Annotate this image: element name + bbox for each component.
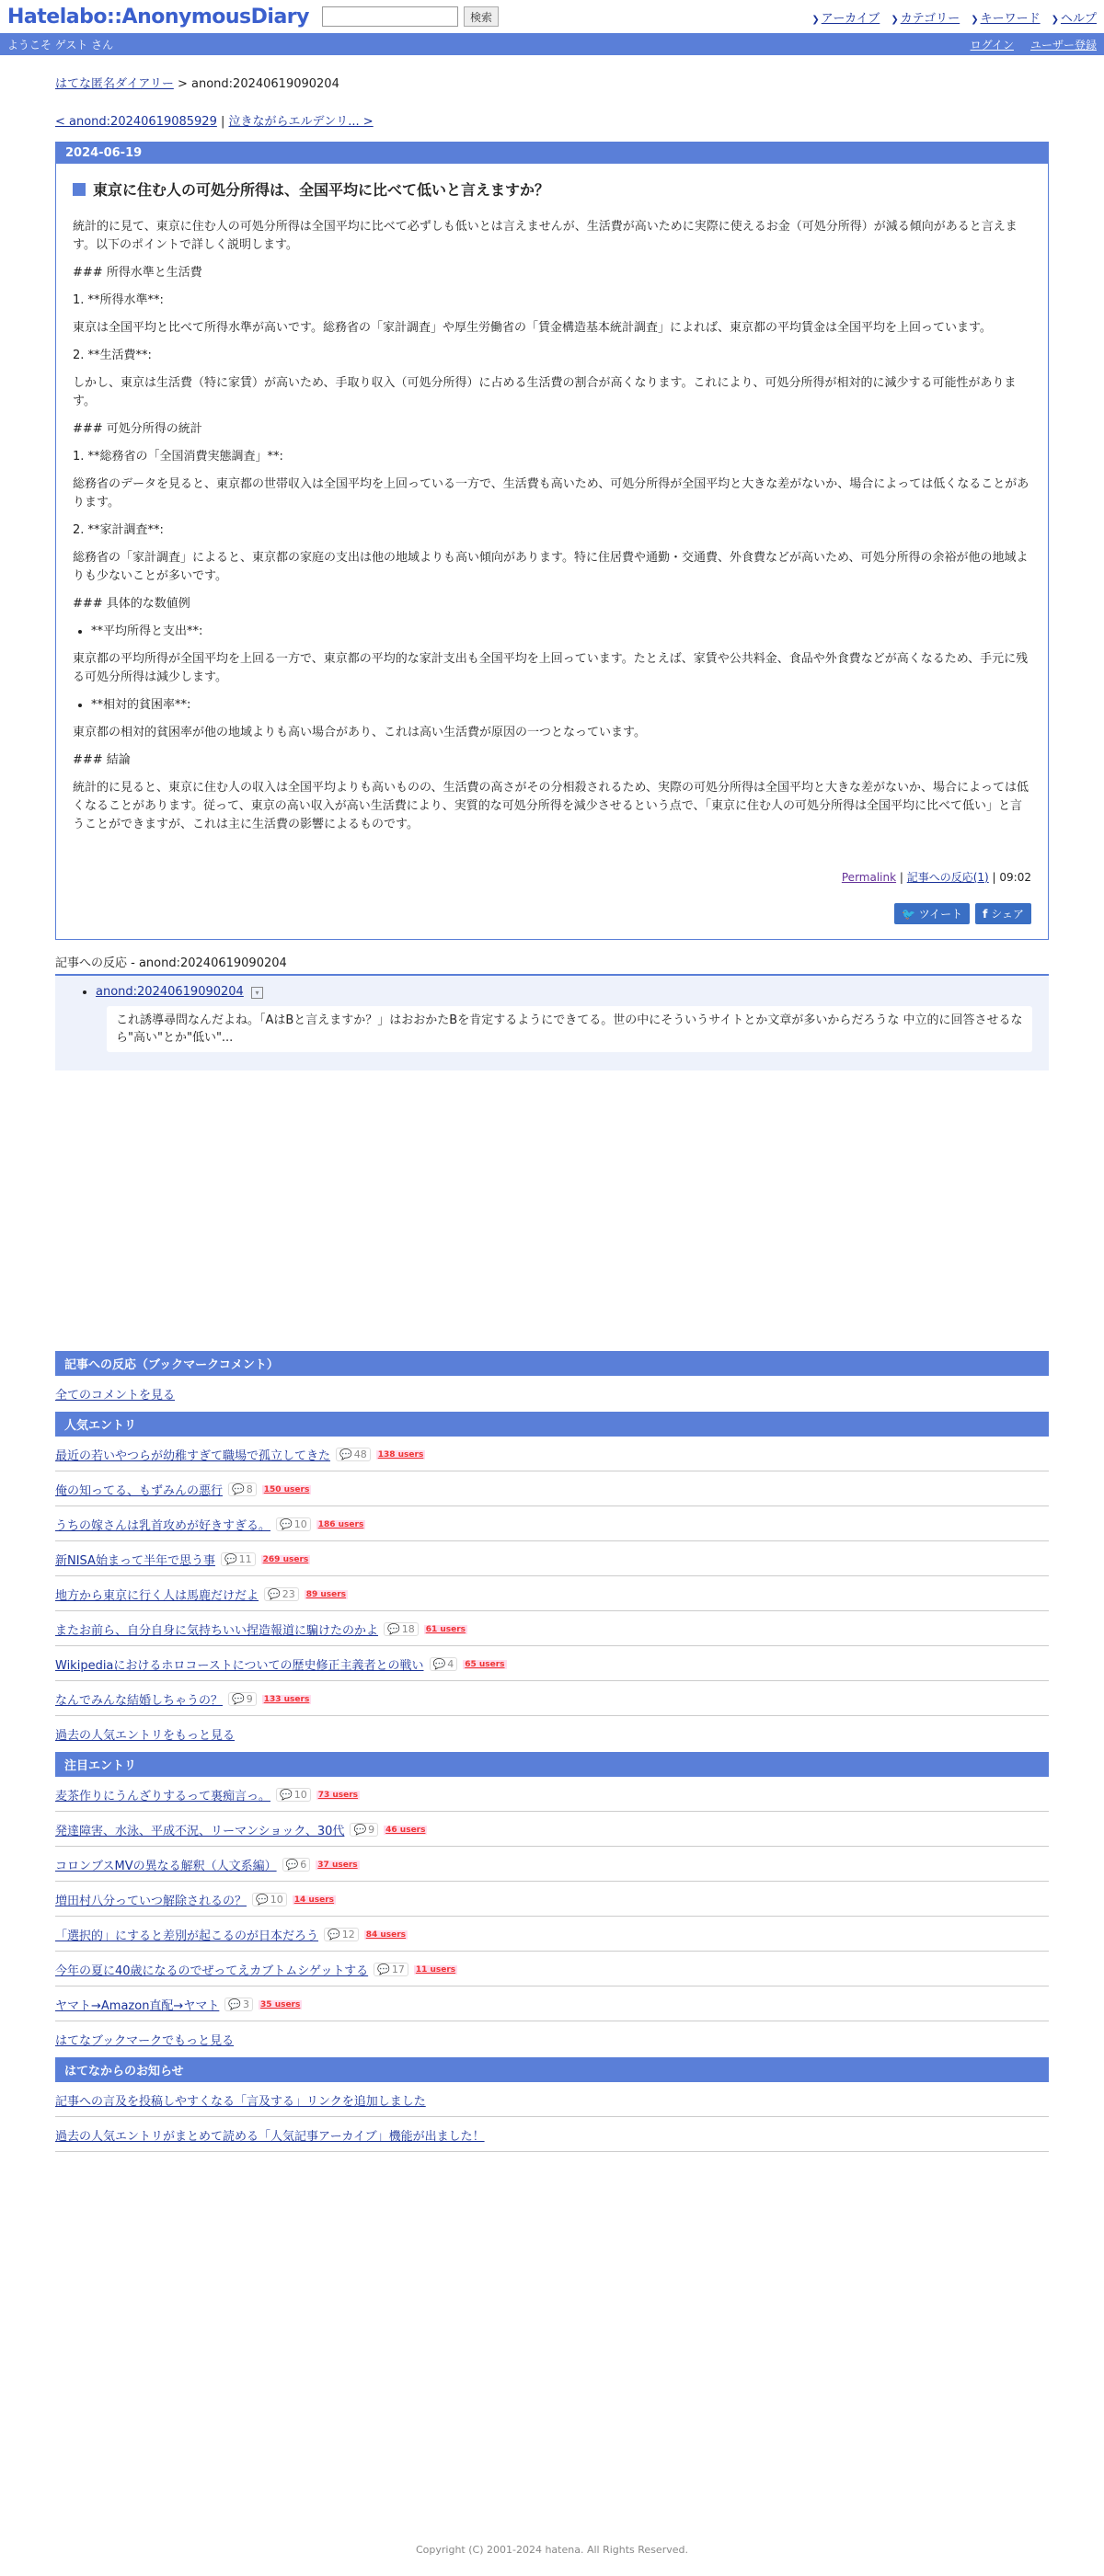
permalink[interactable]: Permalink [841, 871, 897, 884]
entry-list-item [55, 1681, 1049, 1716]
comment-icon: 💬 [280, 1789, 293, 1801]
entry-link[interactable]: 新NISA始まって半年で思う事 [55, 1554, 215, 1568]
comment-count-value: 10 [293, 1789, 307, 1801]
bookmark-users-badge[interactable]: 138 users [377, 1449, 424, 1460]
entry-link[interactable]: 最近の若いやつらが幼稚すぎて職場で孤立してきた [55, 1449, 331, 1463]
comment-count-value: 8 [246, 1483, 253, 1495]
all-comments-row [55, 1376, 1049, 1412]
entry-link[interactable]: なんでみんな結婚しちゃうの？ [55, 1694, 224, 1708]
twitter-icon: 🐦 [901, 908, 915, 921]
reactions-box [55, 974, 1049, 1070]
entry-list-item [55, 1847, 1049, 1882]
comment-count-value: 18 [401, 1623, 415, 1635]
comment-icon: 💬 [224, 1553, 237, 1565]
reaction-link[interactable]: anond:20240619090204 [96, 985, 244, 999]
entry-link[interactable]: 増田村八分っていつ解除されるの？ [55, 1895, 247, 1908]
comment-icon: 💬 [256, 1894, 269, 1906]
reactions-heading: 記事への反応 - anond:20240619090204 [55, 956, 287, 970]
breadcrumb-home[interactable]: はてな匿名ダイアリー [55, 77, 174, 91]
chevron-right-icon: ❯ [971, 15, 979, 25]
comment-count[interactable] [224, 1998, 253, 2011]
comment-icon: 💬 [280, 1518, 293, 1530]
entry-time: 09:02 [999, 871, 1031, 884]
entry-list-item [55, 1986, 1049, 2021]
breadcrumb [55, 74, 1049, 91]
reaction-item [96, 985, 1032, 1052]
comment-icon: 💬 [377, 1963, 390, 1975]
breadcrumb-sep: > [173, 77, 192, 91]
bookmark-users-badge[interactable]: 186 users [317, 1519, 364, 1529]
comment-count[interactable] [276, 1788, 311, 1802]
comment-count[interactable] [228, 1483, 257, 1496]
entry-list-item [55, 1882, 1049, 1917]
welcome-text: ようこそ ゲスト さん [7, 38, 114, 52]
entry-nav [55, 111, 1049, 129]
comment-count-value: 6 [300, 1859, 307, 1871]
entry-paragraph: 総務省の「家計調査」によると、東京都の家庭の支出は他の地域よりも高い傾向があります。特に住居費や通勤・交通費、外食費などが高いため、可処分所得の余裕が他の地域よりも少ないことが多いです。 [73, 551, 1029, 583]
bullet-item: • **平均所得と支出**: [91, 623, 1031, 641]
entry-title [56, 164, 1048, 209]
bullet-item: • **相対的貧困率**: [91, 696, 1031, 715]
entry-link[interactable]: Wikipediaにおけるホロコーストについての歴史修正主義者との戦い [55, 1659, 424, 1673]
share-buttons [56, 885, 1048, 939]
bullet-list [73, 696, 1031, 715]
entry-list-item [55, 1812, 1049, 1847]
search-form [322, 6, 499, 27]
entry-link[interactable]: うちの嫁さんは乳首攻めが好きすぎる。 [55, 1519, 271, 1533]
entry-list-item [55, 1541, 1049, 1576]
popular-entries-heading: 人気エントリ [55, 1412, 1049, 1437]
bookmark-users-badge[interactable]: 89 users [305, 1589, 347, 1599]
tweet-label: ツイート [918, 908, 963, 921]
entry-link[interactable]: 今年の夏に40歳になるのでぜってえカブトムシゲットする [55, 1964, 369, 1978]
bookmark-users-badge[interactable]: 84 users [365, 1929, 407, 1940]
comment-count-value: 4 [447, 1658, 454, 1670]
entry-list-item [55, 1952, 1049, 1986]
category-link[interactable]: カテゴリー [900, 12, 960, 26]
news-item [55, 2117, 1049, 2152]
site-logo[interactable]: Hatelabo::AnonymousDiary [7, 5, 309, 29]
main-content [55, 55, 1049, 2152]
user-bar [0, 33, 1104, 55]
bookmark-users-badge[interactable]: 61 users [425, 1624, 466, 1634]
bookmark-users-badge[interactable]: 269 users [262, 1554, 309, 1564]
comment-count-value: 3 [243, 1998, 250, 2010]
comment-count-value: 17 [391, 1963, 405, 1975]
prev-entry-link[interactable]: < anond:20240619085929 [55, 115, 217, 129]
comment-icon: 💬 [328, 1929, 340, 1941]
keyword-link[interactable]: キーワード [980, 12, 1041, 26]
entry-list-item [55, 1576, 1049, 1611]
entry-paragraph: 東京は全国平均と比べて所得水準が高いです。総務省の「家計調査」や厚生労働省の「賃金構造基本統計調査」によれば、東京都の平均賃金は全国平均を上回っています。 [73, 321, 992, 335]
entry-paragraph: 統計的に見ると、東京に住む人の収入は全国平均よりも高いものの、生活費の高さがその分相殺されるため、実際の可処分所得は全国平均と大きな差がないか、場合によっては低くなることがあります。従って、東京の高い収入が高い生活費により、実質的な可処分所得を減少させるという点で、「東京に住む人の可処分所得は全国平均に比べて低い」と言うことができますが、これは主に生活費の影響によるものです。 [73, 781, 1029, 831]
entry-paragraph: ### 可処分所得の統計 [73, 422, 202, 436]
entry-list-item [55, 1437, 1049, 1471]
comment-count-value: 12 [341, 1929, 355, 1941]
bookmark-users-badge[interactable]: 11 users [415, 1964, 456, 1975]
entry-body [56, 209, 1048, 834]
comment-count[interactable] [374, 1963, 408, 1976]
archive-link[interactable]: アーカイブ [821, 12, 880, 26]
comment-count[interactable] [430, 1657, 458, 1671]
all-comments-link[interactable]: 全てのコメントを見る [55, 1389, 176, 1402]
news-link[interactable]: 過去の人気エントリがまとめて読める「人気記事アーカイブ」機能が出ました！ [55, 2130, 485, 2144]
next-entry-link[interactable]: 泣きながらエルデンリ... > [228, 115, 374, 129]
expand-icon[interactable]: ▾ [251, 987, 263, 999]
diary-entry [55, 142, 1049, 940]
popular-more-row [55, 1716, 1049, 1752]
comment-count-value: 11 [238, 1553, 252, 1565]
entry-link[interactable]: ヤマト→Amazon直配→ヤマト [55, 1999, 220, 2013]
comment-count[interactable] [228, 1692, 257, 1706]
entry-link[interactable]: 「選択的」にすると差別が起こるのが日本だろう [55, 1929, 319, 1943]
breadcrumb-current: anond:20240619090204 [191, 77, 339, 91]
entry-link[interactable]: またお前ら、自分自身に気持ちいい捏造報道に騙けたのかよ [55, 1624, 379, 1638]
entry-paragraph: 2. **家計調査**: [73, 523, 164, 537]
entry-paragraph: 統計的に見て、東京に住む人の可処分所得は全国平均に比べて必ずしも低いとは言えませんが、生活費が高いために実際に使えるお金（可処分所得）が減る傾向があると言えます。以下のポイントで詳しく説明します。 [73, 220, 1018, 252]
bookmark-users-badge[interactable]: 65 users [465, 1659, 505, 1669]
popular-entries-list [55, 1437, 1049, 1716]
comment-count[interactable] [276, 1517, 311, 1531]
help-link[interactable]: ヘルプ [1060, 12, 1097, 26]
bookmark-users-badge[interactable]: 73 users [317, 1790, 359, 1800]
entry-footer: Permalink | 記事への反応(1) | 09:02 [841, 871, 1031, 884]
chevron-right-icon: ❯ [811, 15, 820, 25]
facebook-icon: f [983, 908, 988, 921]
comment-count-value: 10 [270, 1894, 283, 1906]
entry-paragraph: 東京都の平均所得が全国平均を上回る一方で、東京都の平均的な家計支出も全国平均を上回っています。たとえば、家賃や公共料金、食品や外食費などが高くなるため、手元に残る可処分所得は減少します。 [73, 652, 1029, 684]
tweet-button[interactable] [894, 903, 970, 924]
bookmark-users-badge[interactable]: 35 users [260, 1999, 301, 2009]
comment-count[interactable] [350, 1823, 378, 1837]
comment-icon: 💬 [432, 1658, 446, 1670]
comment-icon: 💬 [228, 1998, 242, 2010]
comment-icon: 💬 [339, 1448, 352, 1460]
news-item [55, 2082, 1049, 2117]
bookmark-users-badge[interactable]: 46 users [385, 1825, 426, 1835]
bookmark-users-badge[interactable]: 14 users [293, 1895, 335, 1905]
entry-link[interactable]: 地方から東京に行く人は馬鹿だけだよ [55, 1589, 259, 1603]
reaction-count-link[interactable]: 記事への反応(1) [906, 871, 989, 884]
bookmark-users-badge[interactable]: 37 users [317, 1860, 358, 1870]
bullet-list [73, 623, 1031, 641]
copyright: Copyright (C) 2001-2024 hatena. All Rights Reserved. [416, 2544, 688, 2556]
featured-more-link[interactable]: はてなブックマークでもっと見る [55, 2034, 235, 2048]
comment-icon: 💬 [353, 1824, 367, 1836]
reaction-quote: これ誘導尋問なんだよね。「AはBと言えますか？」はおおかたBを肯定するようにできてる。世の中にそういうサイトとか文章が多いからだろうな 中立的に回答させるなら"高い"とか"低い"... [107, 1006, 1032, 1052]
entry-paragraph: ### 結論 [73, 753, 131, 767]
comment-icon: 💬 [232, 1693, 245, 1705]
comment-count-value: 10 [293, 1518, 307, 1530]
title-square-icon [73, 183, 86, 196]
entry-list-item [55, 1506, 1049, 1541]
facebook-share-button[interactable] [975, 903, 1031, 924]
featured-entries-list [55, 1777, 1049, 2021]
register-link[interactable]: ユーザー登録 [1029, 39, 1097, 52]
entry-paragraph: 1. **所得水準**: [73, 293, 164, 307]
comment-count[interactable] [282, 1858, 311, 1872]
entry-paragraph: 1. **総務省の「全国消費実態調査」**: [73, 450, 283, 464]
entry-paragraph: 東京都の相対的貧困率が他の地域よりも高い場合があり、これは高い生活費が原因の一つとなっています。 [73, 726, 646, 739]
share-label: シェア [991, 908, 1024, 921]
bookmark-comments-heading: 記事への反応（ブックマークコメント） [55, 1351, 1049, 1376]
comment-icon: 💬 [232, 1483, 245, 1495]
entry-list-item [55, 1777, 1049, 1812]
comment-count[interactable] [336, 1448, 371, 1461]
entry-list-item [55, 1611, 1049, 1646]
comment-count[interactable] [264, 1587, 299, 1601]
bookmark-users-badge[interactable]: 150 users [263, 1484, 310, 1494]
entry-title-text: 東京に住む人の可処分所得は、全国平均に比べて低いと言えますか？ [93, 181, 550, 199]
entry-paragraph: 2. **生活費**: [73, 349, 152, 362]
comment-count[interactable] [252, 1893, 287, 1906]
comment-count[interactable] [384, 1622, 419, 1636]
search-button[interactable]: 検索 [464, 6, 499, 27]
entry-paragraph: 総務省のデータを見ると、東京都の世帯収入は全国平均を上回っている一方で、生活費も高いため、可処分所得が全国平均と大きな差がないか、場合によっては低くなることがあります。 [73, 477, 1029, 509]
comment-icon: 💬 [387, 1623, 400, 1635]
entry-paragraph: ### 所得水準と生活費 [73, 266, 202, 280]
entry-paragraph: ### 具体的な数値例 [73, 597, 190, 611]
entry-list-item [55, 1646, 1049, 1681]
top-links [811, 8, 1097, 26]
news-link[interactable]: 記事への言及を投稿しやすくなる「言及する」リンクを追加しました [55, 2095, 426, 2109]
entry-link[interactable]: コロンブスMVの異なる解釈（人文系編） [55, 1860, 277, 1873]
chevron-right-icon: ❯ [1051, 15, 1059, 25]
comment-count-value: 48 [353, 1448, 367, 1460]
spacer [55, 1070, 1049, 1351]
comment-count-value: 23 [282, 1588, 295, 1600]
comment-count-value: 9 [368, 1824, 375, 1836]
top-bar [0, 0, 1104, 33]
bookmark-users-badge[interactable]: 133 users [263, 1694, 310, 1704]
entry-paragraph: しかし、東京は生活費（特に家賃）が高いため、手取り収入（可処分所得）に占める生活費の割合が高くなります。これにより、可処分所得が相対的に減少する可能性があります。 [73, 376, 1017, 408]
comment-icon: 💬 [268, 1588, 281, 1600]
entry-date: 2024-06-19 [56, 143, 1048, 164]
hatena-news-heading: はてなからのお知らせ [55, 2057, 1049, 2082]
popular-more-link[interactable]: 過去の人気エントリをもっと見る [55, 1729, 236, 1743]
entry-link[interactable]: 俺の知ってる、もずみんの悪行 [55, 1484, 224, 1498]
chevron-right-icon: ❯ [891, 15, 899, 25]
entry-list-item [55, 1917, 1049, 1952]
entry-list-item [55, 1471, 1049, 1506]
comment-count[interactable] [221, 1552, 256, 1566]
search-input[interactable] [322, 6, 458, 27]
nav-sep: | [216, 115, 229, 129]
comment-count[interactable] [324, 1928, 359, 1941]
comment-count-value: 9 [246, 1693, 253, 1705]
login-link[interactable]: ログイン [970, 39, 1014, 52]
featured-more-row [55, 2021, 1049, 2057]
featured-entries-heading: 注目エントリ [55, 1752, 1049, 1777]
comment-icon: 💬 [285, 1859, 299, 1871]
entry-link[interactable]: 麦茶作りにうんざりするって裏痴言っ。 [55, 1790, 271, 1803]
entry-link[interactable]: 発達障害、水泳、平成不況、リーマンショック、30代 [55, 1825, 345, 1838]
